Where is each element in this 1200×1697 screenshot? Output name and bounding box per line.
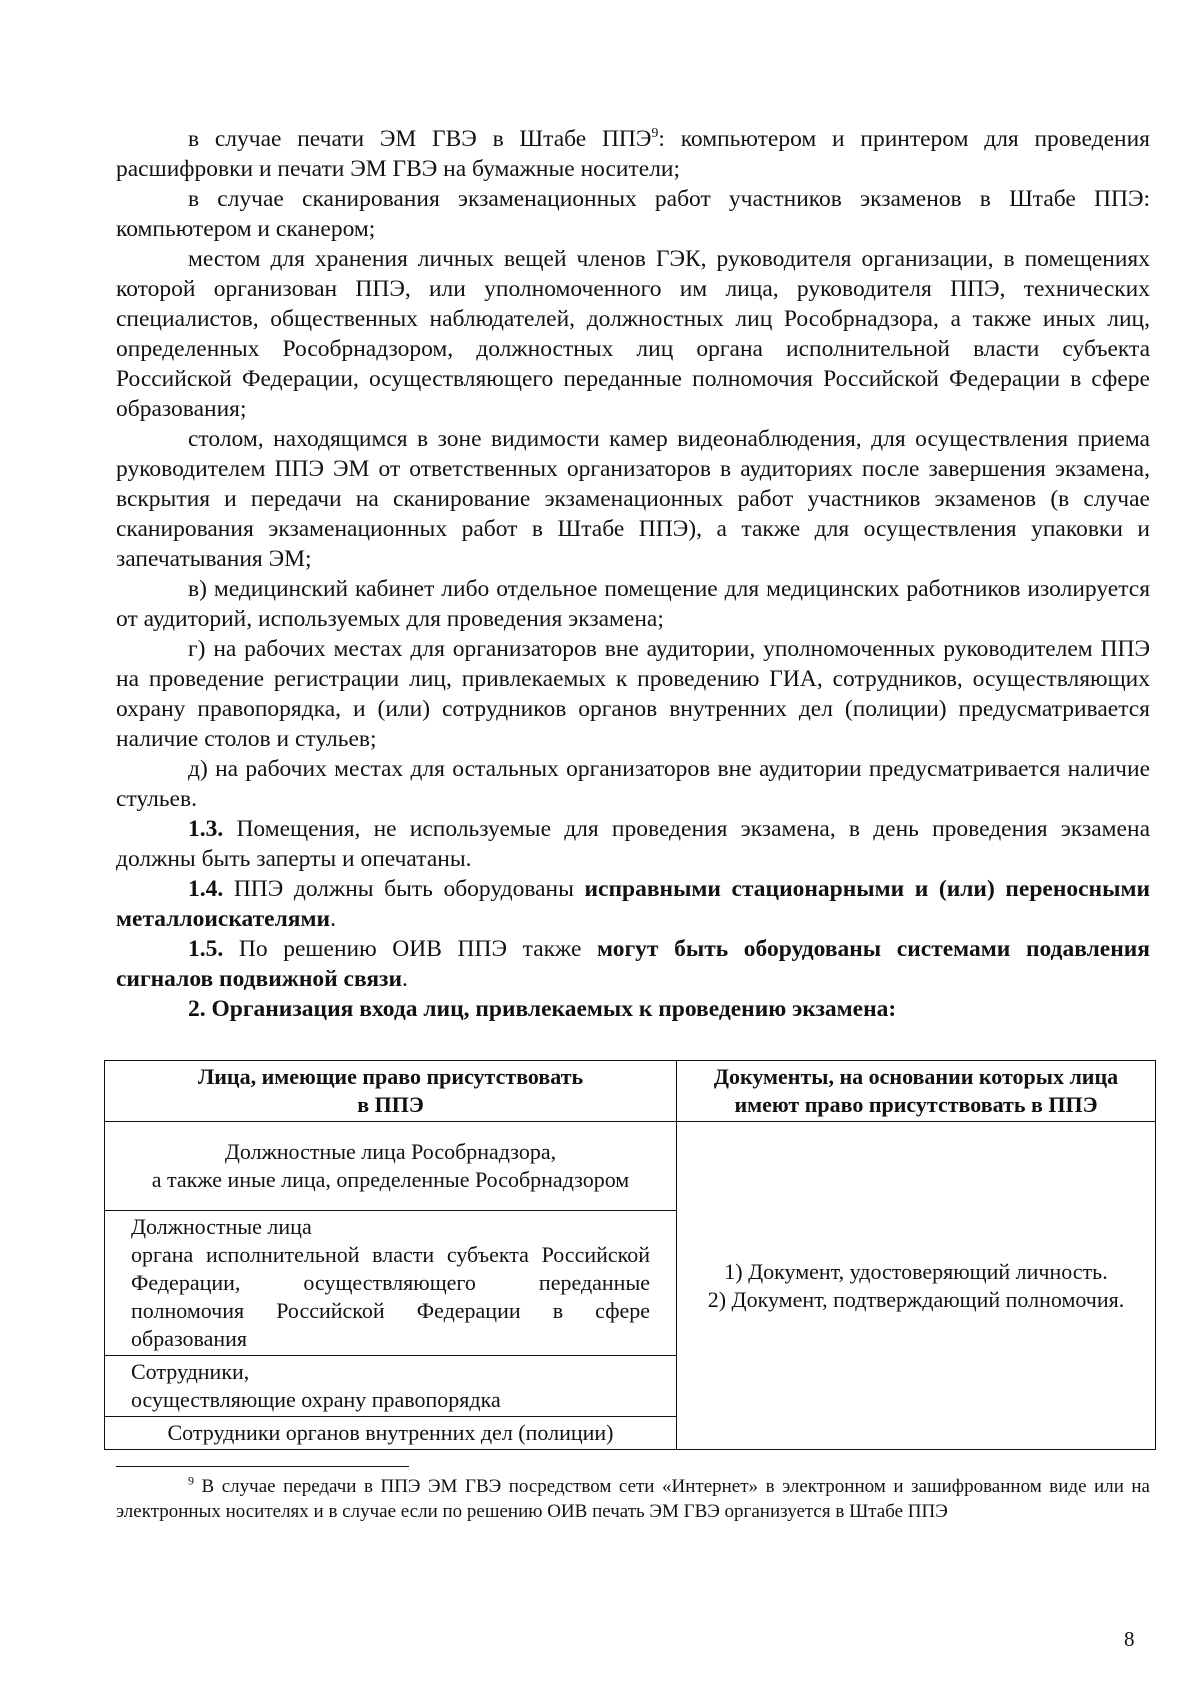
table-header-row (105, 1061, 1156, 1122)
paragraph-other-workplaces: д) на рабочих местах для остальных организаторов вне аудитории предусматривается наличие стульев. (116, 756, 1150, 812)
entry-persons-table (104, 1060, 1156, 1450)
paragraph-print-in-hq: в случае печати ЭМ ГВЭ в Штабе ППЭ$^9$: компьютером и принтером для проведения расшифровки и печати ЭМ ГВЭ на бумажные носители; (116, 126, 1150, 182)
column-header-persons: Лица, имеющие право присутствовать в ППЭ (105, 1061, 677, 1122)
cell-law-enforcement-staff: Сотрудники, осуществляющие охрану правопорядка (105, 1356, 677, 1417)
paragraph-registration-workplaces: г) на рабочих местах для организаторов вне аудитории, уполномоченных руководителем ППЭ на проведение регистрации лиц, привлекаемых к проведению ГИА, сотрудников, осуществляющих охрану правопорядка, и (или) сотрудников органов внутренних дел (полиции) предусматривается наличие столов и стульев; (116, 636, 1150, 752)
table-row (105, 1122, 1156, 1211)
footnote-marker: 9 (188, 1473, 194, 1488)
paragraph-1-3: 1.3. Помещения, не используемые для проведения экзамена, в день проведения экзамена должны быть заперты и опечатаны. (116, 816, 1150, 872)
clause-number: 1.5. (188, 936, 224, 962)
clause-number: 1.3. (188, 816, 224, 842)
cell-police-staff: Сотрудники органов внутренних дел (полиции) (105, 1417, 677, 1450)
paragraph-table-in-camera-zone: столом, находящимся в зоне видимости камер видеонаблюдения, для осуществления приема руководителем ППЭ ЭМ от ответственных организаторов в аудиториях после завершения экзамена, вскрытия и передачи на сканирование экзаменационных работ участников экзаменов (в случае сканирования экзаменационных работ в Штабе ППЭ), а также для осуществления упаковки и запечатывания ЭМ; (116, 426, 1150, 572)
column-header-documents: Документы, на основании которых лица имеют право присутствовать в ППЭ (677, 1061, 1156, 1122)
cell-regional-officials: Должностные лица органа исполнительной власти субъекта Российской Федерации, осуществляющего переданные полномочия Российской Федерации в сфере образования (105, 1211, 677, 1356)
paragraph-1-4: 1.4. ППЭ должны быть оборудованы исправными стационарными и (или) переносными металлоискателями. (116, 876, 1150, 932)
footnote: $^9$ В случае передачи в ППЭ ЭМ ГВЭ посредством сети «Интернет» в электронном и зашифрованном виде или на электронных носителях и в случае если по решению ОИВ печать ЭМ ГВЭ организуется в Штабе ППЭ (116, 1473, 1150, 1522)
paragraph-storage-place: местом для хранения личных вещей членов ГЭК, руководителя организации, в помещениях которой организован ППЭ, или уполномоченного им лица, руководителя ППЭ, технических специалистов, общественных наблюдателей, должностных лиц Рособрнадзора, а также иных лиц, определенных Рособрнадзором, должностных лиц органа исполнительной власти субъекта Российской Федерации, осуществляющего переданные полномочия Российской Федерации в сфере образования; (116, 246, 1150, 422)
page-number: 8 (1124, 1627, 1135, 1651)
section-heading: 2. Организация входа лиц, привлекаемых к проведению экзамена: (188, 996, 897, 1022)
cell-rosobrnadzor-officials: Должностные лица Рособрнадзора, а также иные лица, определенные Рособрнадзором (105, 1122, 677, 1211)
body-text (116, 124, 1150, 1024)
footnote-reference[interactable]: 9 (651, 126, 659, 142)
paragraph-1-5: 1.5. По решению ОИВ ППЭ также могут быть оборудованы системами подавления сигналов подвижной связи. (116, 936, 1150, 992)
clause-number: 1.4. (188, 876, 224, 902)
paragraph-medical-room: в) медицинский кабинет либо отдельное помещение для медицинских работников изолируется от аудиторий, используемых для проведения экзамена; (116, 576, 1150, 632)
paragraph-scan-in-hq: в случае сканирования экзаменационных работ участников экзаменов в Штабе ППЭ: компьютером и сканером; (116, 186, 1150, 242)
footnote-separator (116, 1466, 409, 1467)
cell-required-documents: 1) Документ, удостоверяющий личность. 2) Документ, подтверждающий полномочия. (677, 1122, 1156, 1450)
